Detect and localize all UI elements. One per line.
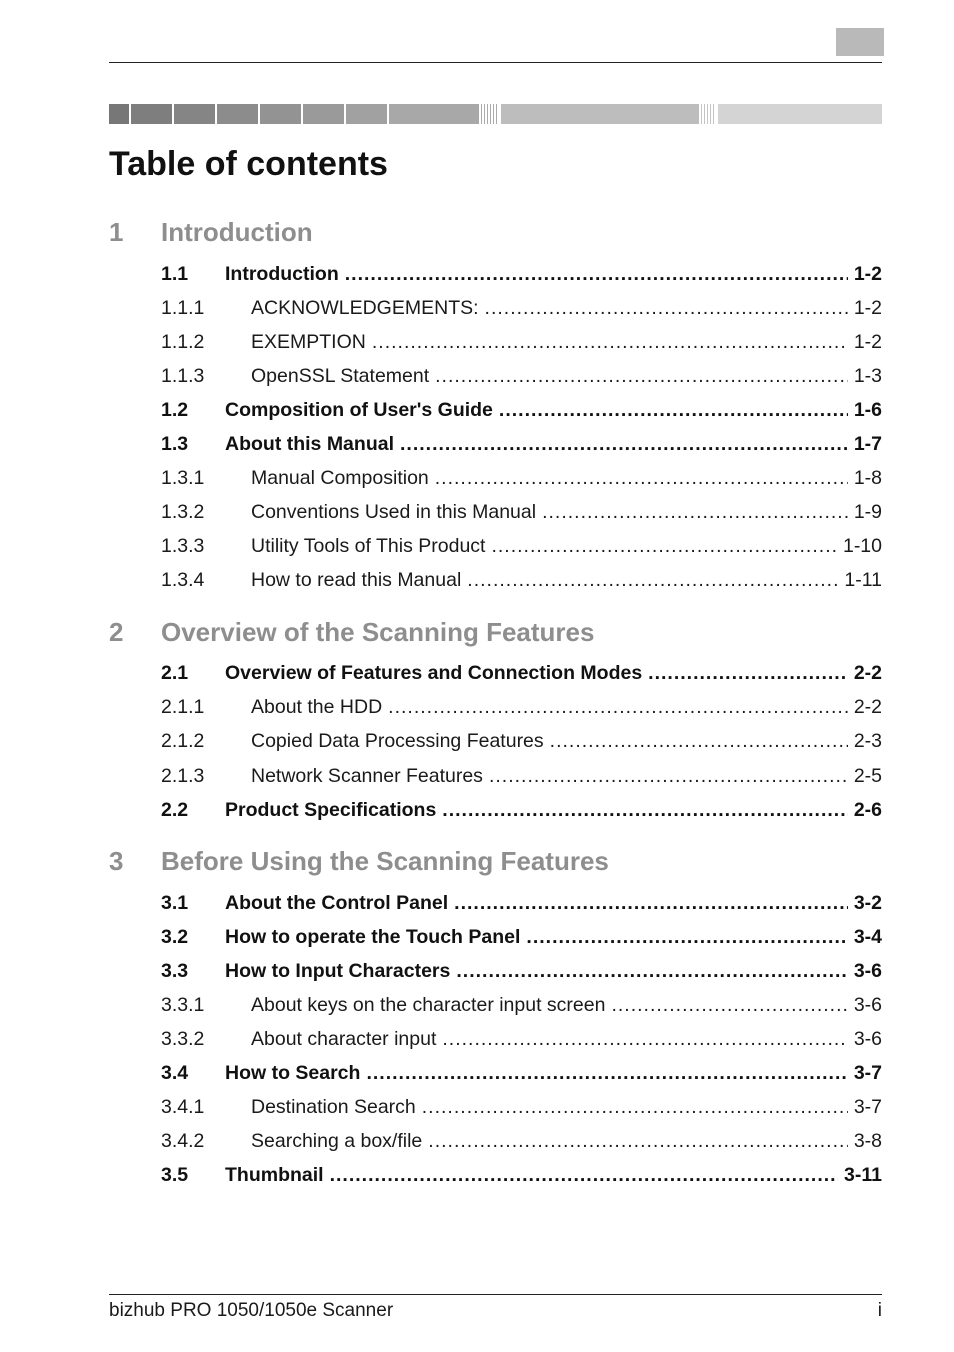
toc-entry[interactable] [161, 926, 882, 949]
toc-entry[interactable] [161, 1164, 882, 1187]
toc-entry[interactable] [161, 892, 882, 915]
entry-title: About keys on the character input screen [251, 994, 606, 1016]
footer-page-number: i [877, 1300, 882, 1321]
footer-product-name: bizhub PRO 1050/1050e Scanner [109, 1300, 394, 1321]
entry-title: About the Control Panel [225, 892, 449, 914]
entry-title: Conventions Used in this Manual [251, 501, 537, 523]
entry-number: 3.4.1 [161, 1096, 205, 1118]
entry-page: 2-5 [853, 765, 882, 787]
dot-leader [526, 926, 847, 949]
entry-number: 2.1 [161, 662, 189, 684]
entry-number: 3.2 [161, 926, 189, 948]
entry-number: 1.1 [161, 263, 189, 285]
dot-leader [485, 297, 848, 320]
entry-number: 3.3.1 [161, 994, 205, 1016]
entry-page: 2-6 [853, 799, 882, 821]
dot-leader [422, 1096, 848, 1119]
entry-page: 3-7 [853, 1096, 882, 1118]
dot-leader [372, 331, 848, 354]
entry-title: About the HDD [251, 696, 383, 718]
entry-number: 1.1.2 [161, 331, 205, 353]
entry-number: 3.4.2 [161, 1130, 205, 1152]
entry-page: 1-2 [853, 331, 882, 353]
dot-leader [345, 263, 848, 286]
chapter-heading[interactable] [109, 217, 313, 248]
toc-entry[interactable] [161, 662, 882, 685]
entry-number: 1.3.1 [161, 467, 205, 489]
toc-entry[interactable] [161, 1062, 882, 1085]
toc-entry[interactable] [161, 535, 882, 558]
entry-number: 3.1 [161, 892, 189, 914]
toc-entry[interactable] [161, 569, 882, 592]
entry-number: 1.3.3 [161, 535, 205, 557]
dot-leader [467, 569, 838, 592]
entry-page: 1-10 [842, 535, 882, 557]
entry-number: 1.3 [161, 433, 189, 455]
chapter-number: 3 [109, 846, 124, 876]
toc-entry[interactable] [161, 799, 882, 822]
chapter-heading[interactable] [109, 846, 609, 877]
entry-page: 2-3 [853, 730, 882, 752]
toc-entry[interactable] [161, 297, 882, 320]
entry-number: 3.3 [161, 960, 189, 982]
toc-entry[interactable] [161, 1028, 882, 1051]
entry-title: How to read this Manual [251, 569, 462, 591]
entry-page: 3-4 [853, 926, 882, 948]
entry-title: EXEMPTION [251, 331, 366, 353]
dot-leader [499, 399, 848, 422]
entry-page: 2-2 [853, 662, 882, 684]
entry-title: OpenSSL Statement [251, 365, 430, 387]
entry-number: 2.1.1 [161, 696, 205, 718]
toc-entry[interactable] [161, 765, 882, 788]
entry-page: 3-6 [853, 960, 882, 982]
entry-number: 1.2 [161, 399, 189, 421]
entry-page: 3-7 [853, 1062, 882, 1084]
toc-entry[interactable] [161, 365, 882, 388]
dot-leader [454, 892, 848, 915]
dot-leader [611, 994, 847, 1017]
dot-leader [428, 1130, 848, 1153]
entry-page: 3-6 [853, 1028, 882, 1050]
dot-leader [330, 1164, 838, 1187]
dot-leader [489, 765, 848, 788]
entry-title: How to Search [225, 1062, 361, 1084]
toc-entry[interactable] [161, 263, 882, 286]
entry-page: 1-3 [853, 365, 882, 387]
entry-number: 3.4 [161, 1062, 189, 1084]
chapter-title: Before Using the Scanning Features [161, 846, 609, 876]
entry-page: 3-2 [853, 892, 882, 914]
toc-entry[interactable] [161, 433, 882, 456]
entry-number: 2.2 [161, 799, 189, 821]
entry-page: 1-6 [853, 399, 882, 421]
entry-page: 1-8 [853, 467, 882, 489]
entry-page: 1-9 [853, 501, 882, 523]
entry-title: Copied Data Processing Features [251, 730, 544, 752]
entry-number: 1.3.2 [161, 501, 205, 523]
toc-entry[interactable] [161, 1130, 882, 1153]
header-rule [109, 62, 882, 63]
entry-number: 1.1.1 [161, 297, 205, 319]
dot-leader [648, 662, 848, 685]
chapter-heading[interactable] [109, 617, 594, 648]
entry-title: About this Manual [225, 433, 394, 455]
toc-entry[interactable] [161, 730, 882, 753]
dot-leader [388, 696, 848, 719]
entry-page: 2-2 [853, 696, 882, 718]
entry-page: 1-2 [853, 263, 882, 285]
dot-leader [491, 535, 837, 558]
chapter-title: Overview of the Scanning Features [161, 617, 595, 647]
toc-entry[interactable] [161, 960, 882, 983]
entry-number: 3.3.2 [161, 1028, 205, 1050]
toc-entry[interactable] [161, 467, 882, 490]
dot-leader [550, 730, 848, 753]
entry-number: 2.1.2 [161, 730, 205, 752]
entry-page: 3-8 [853, 1130, 882, 1152]
entry-number: 1.3.4 [161, 569, 205, 591]
dot-leader [456, 960, 847, 983]
entry-title: How to operate the Touch Panel [225, 926, 521, 948]
entry-title: Utility Tools of This Product [251, 535, 486, 557]
dot-leader [366, 1062, 847, 1085]
chapter-number: 1 [109, 217, 124, 247]
entry-title: Product Specifications [225, 799, 437, 821]
entry-number: 1.1.3 [161, 365, 205, 387]
entry-title: Manual Composition [251, 467, 429, 489]
entry-title: ACKNOWLEDGEMENTS: [251, 297, 479, 319]
toc-entry[interactable] [161, 1096, 882, 1119]
entry-page: 1-7 [853, 433, 882, 455]
entry-page: 1-2 [853, 297, 882, 319]
dot-leader [435, 365, 848, 388]
dot-leader [442, 799, 848, 822]
dot-leader [542, 501, 848, 524]
dot-leader [435, 467, 848, 490]
toc-entry[interactable] [161, 994, 882, 1017]
chapter-title: Introduction [161, 217, 313, 247]
footer-rule [109, 1294, 882, 1295]
entry-title: Thumbnail [225, 1164, 324, 1186]
toc-entry[interactable] [161, 399, 882, 422]
toc-entry[interactable] [161, 501, 882, 524]
entry-title: Composition of User's Guide [225, 399, 493, 421]
entry-page: 3-11 [844, 1164, 882, 1186]
entry-title: Searching a box/file [251, 1130, 423, 1152]
entry-title: About character input [251, 1028, 437, 1050]
entry-title: How to Input Characters [225, 960, 451, 982]
entry-title: Network Scanner Features [251, 765, 483, 787]
chapter-number: 2 [109, 617, 124, 647]
dot-leader [442, 1028, 847, 1051]
entry-number: 3.5 [161, 1164, 189, 1186]
entry-page: 3-6 [853, 994, 882, 1016]
title-banner [109, 104, 882, 124]
page-title: Table of contents [109, 145, 388, 183]
toc-entry[interactable] [161, 696, 882, 719]
entry-page: 1-11 [844, 569, 882, 591]
dot-leader [400, 433, 848, 456]
entry-title: Introduction [225, 263, 339, 285]
entry-title: Overview of Features and Connection Modes [225, 662, 643, 684]
entry-number: 2.1.3 [161, 765, 205, 787]
toc-entry[interactable] [161, 331, 882, 354]
entry-title: Destination Search [251, 1096, 416, 1118]
corner-tab [836, 28, 884, 56]
